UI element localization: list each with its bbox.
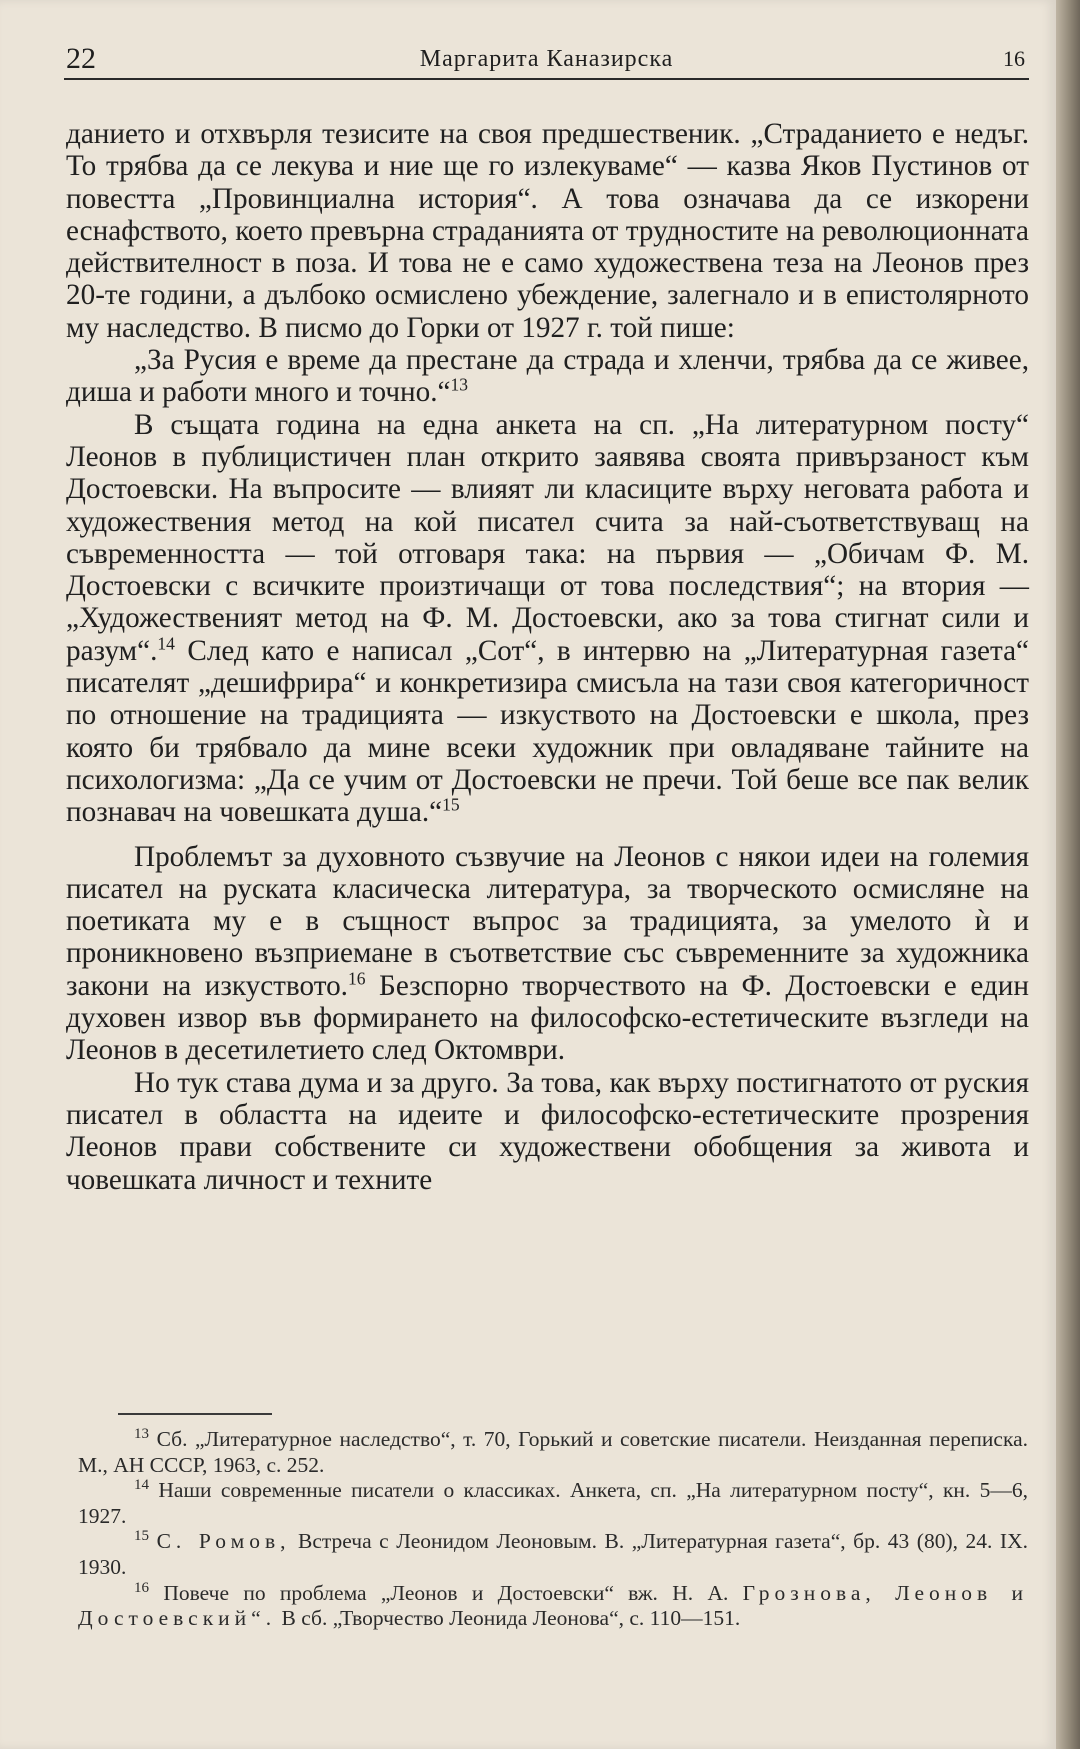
book-spine-edge bbox=[1056, 0, 1080, 1749]
footnote-text: Сб. „Литературное наследство“, т. 70, Горький и советские писатели. Неизданная переписка. М., АН СССР, 1963, с. 252. bbox=[78, 1427, 1028, 1477]
paragraph-4 bbox=[66, 841, 1029, 1067]
footnote-text: В сб. „Творчество Леонида Леонова“, с. 110—151. bbox=[276, 1606, 741, 1631]
footnote-number: 15 bbox=[134, 1528, 150, 1545]
footnote-ref-15: 15 bbox=[442, 794, 460, 815]
footnote-14 bbox=[78, 1478, 1028, 1529]
footnote-15 bbox=[78, 1529, 1028, 1580]
footnote-ref-14: 14 bbox=[157, 633, 175, 654]
signature-mark: 16 bbox=[1003, 46, 1025, 71]
footnote-text: Наши современные писатели о классиках. Анкета, сп. „На литературном посту“, кн. 5—6, 1927. bbox=[78, 1478, 1028, 1528]
paragraph-3-text-a: В същата година на една анкета на сп. „На литературном посту“ Леонов в публицистичен план открито заявява своята привързаност към Достоевски. На въпросите — влияят ли класиците върху неговата работа и художествения метод на кой писател счита за най-съответствуващ на съвременността — той отговаря така: на първия — „Обичам Ф. М. Достоевски с всичките произтичащи от това последствия“; на втория — „Художественият метод на Ф. М. Достоевски, ако за това стигнат сили и разум“. bbox=[66, 408, 1029, 667]
footnote-text-pre: Повече по проблема „Леонов и Достоевски“ вж. Н. А. bbox=[163, 1580, 743, 1605]
footnote-16 bbox=[78, 1581, 1028, 1632]
paragraph-2-quote bbox=[66, 344, 1029, 409]
footnote-ref-13: 13 bbox=[450, 374, 468, 395]
footnote-number: 16 bbox=[134, 1579, 150, 1596]
paragraph-1: данието и отхвърля тезисите на своя предшественик. „Страданието е недъг. То трябва да се лекува и ние ще го излекуваме“ — казва Яков Пустинов от повестта „Провинциална история“. А това означава да се изкорени еснафството, което превърна страданията от трудностите на революционната действителност в поза. И това не е само художествена теза на Леонов през 20-те години, а дълбоко осмислено убеждение, залегнало и в епистолярното му наследство. В писмо до Горки от 1927 г. той пише: bbox=[66, 118, 1029, 344]
footnotes bbox=[78, 1427, 1028, 1632]
body-text bbox=[66, 118, 1029, 1196]
footnote-author: С. Ромов, bbox=[156, 1529, 291, 1554]
running-head bbox=[64, 38, 1029, 80]
footnote-13 bbox=[78, 1427, 1028, 1478]
footnote-separator bbox=[118, 1413, 272, 1415]
paragraph-3-text-b: След като е написал „Сот“, в интервю на „Литературная газета“ писателят „дешифрира“ и конкретизира смисъла на тази своя категоричност по отношение на традицията — изкуството на Достоевски е школа, през която би трябвало да мине всеки художник при овладяване тайните на психологизма: „Да се учим от Достоевски не пречи. Той беше все пак велик познавач на човешката душа.“ bbox=[66, 634, 1029, 829]
paragraph-3 bbox=[66, 409, 1029, 829]
running-head-author: Маргарита Каназирска bbox=[419, 46, 674, 72]
quote-text: „За Русия е време да престане да страда и хленчи, трябва да се живее, диша и работи много и точно.“ bbox=[66, 344, 1029, 409]
footnote-text: Встреча с Леонидом Леоновым. В. „Литературная газета“, бр. 43 (80), 24. IX. 1930. bbox=[78, 1529, 1028, 1579]
footnote-number: 13 bbox=[134, 1425, 150, 1442]
paragraph-4-text-b: Безспорно творчеството на Ф. Достоевски е един духовен извор във формирането на философско-естетическите възгледи на Леонов в десетилетието след Октомври. bbox=[66, 969, 1029, 1067]
paragraph-4-text-a: Проблемът за духовното съзвучие на Леонов с някои идеи на големия писател на руската класическа литература, за творческото осмисляне на поетиката му е в същност въпрос за традицията, за умелото ѝ и проникновено възприемане в съответствие със съвременните за художника закони на изкуството. bbox=[66, 840, 1029, 1002]
page-number: 22 bbox=[66, 42, 96, 75]
footnote-ref-16: 16 bbox=[347, 967, 366, 988]
footnote-number: 14 bbox=[134, 1477, 150, 1494]
paragraph-5: Но тук става дума и за друго. За това, как върху постигнатото от руския писател в областта на идеите и философско-естетическите прозрения Леонов прави собствените си художествени обобщения за живота и човешката личност и техните bbox=[66, 1066, 1029, 1196]
footnote-author: Грознова, Леонов и Достоевский“. bbox=[78, 1580, 1029, 1631]
